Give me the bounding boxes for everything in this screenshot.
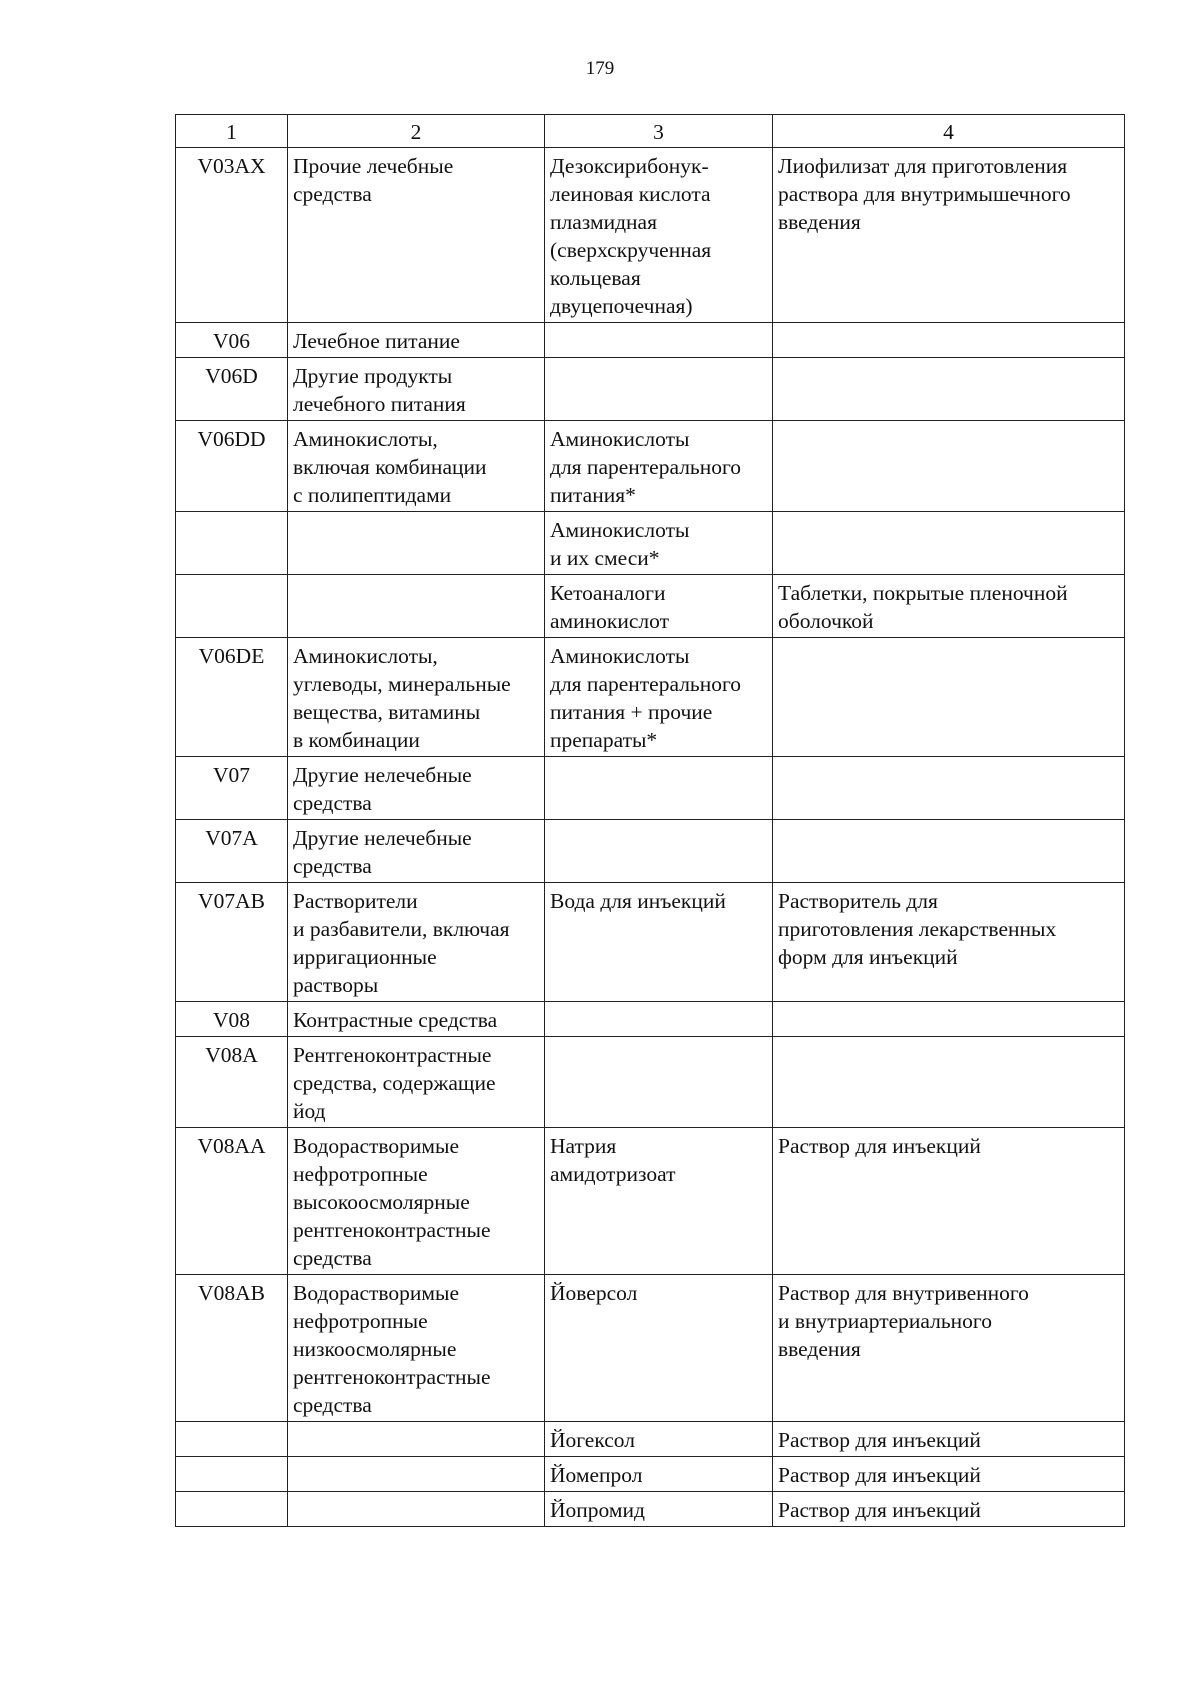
anatomic-group-cell: Другие продукты лечебного питания [288,358,545,421]
table-row [176,1002,1125,1037]
header-cell-4: 4 [773,115,1125,148]
atc-code-cell: V06 [176,323,288,358]
atc-code-cell: V07A [176,820,288,883]
dosage-form-cell: Таблетки, покрытые пленочной оболочкой [773,575,1125,638]
substance-cell: Натрия амидотризоат [545,1128,773,1275]
atc-code-cell [176,1492,288,1527]
table-row [176,757,1125,820]
table-row [176,575,1125,638]
anatomic-group-cell: Рентгеноконтрастные средства, содержащие йод [288,1037,545,1128]
atc-code-cell: V08AA [176,1128,288,1275]
substance-cell: Кетоаналоги аминокислот [545,575,773,638]
anatomic-group-cell [288,1422,545,1457]
substance-cell [545,1002,773,1037]
anatomic-group-cell: Водорастворимые нефротропные высокоосмолярные рентгеноконтрастные средства [288,1128,545,1275]
substance-cell: Аминокислоты для парентерального питания* [545,421,773,512]
substance-cell: Аминокислоты для парентерального питания + прочие препараты* [545,638,773,757]
dosage-form-cell [773,638,1125,757]
anatomic-group-cell [288,512,545,575]
dosage-form-cell [773,421,1125,512]
substance-cell [545,358,773,421]
anatomic-group-cell: Растворители и разбавители, включая ирригационные растворы [288,883,545,1002]
header-cell-1: 1 [176,115,288,148]
substance-cell: Аминокислоты и их смеси* [545,512,773,575]
substance-cell: Вода для инъекций [545,883,773,1002]
anatomic-group-cell: Другие нелечебные средства [288,820,545,883]
substance-cell: Дезоксирибонук- леиновая кислота плазмидная (сверхскрученная кольцевая двуцепочечная) [545,148,773,323]
table-header-row [176,115,1125,148]
substance-cell [545,1037,773,1128]
drug-table [175,114,1125,1527]
table-row [176,358,1125,421]
table-row [176,1037,1125,1128]
dosage-form-cell: Растворитель для приготовления лекарственных форм для инъекций [773,883,1125,1002]
anatomic-group-cell [288,575,545,638]
dosage-form-cell [773,820,1125,883]
substance-cell: Йогексол [545,1422,773,1457]
table-row [176,1492,1125,1527]
anatomic-group-cell: Прочие лечебные средства [288,148,545,323]
atc-code-cell: V07 [176,757,288,820]
substance-cell [545,820,773,883]
atc-code-cell: V06DE [176,638,288,757]
table-row [176,148,1125,323]
atc-code-cell: V08 [176,1002,288,1037]
anatomic-group-cell [288,1492,545,1527]
table-row [176,883,1125,1002]
table-row [176,512,1125,575]
substance-cell: Йомепрол [545,1457,773,1492]
dosage-form-cell: Раствор для инъекций [773,1492,1125,1527]
dosage-form-cell: Раствор для инъекций [773,1457,1125,1492]
atc-code-cell: V08AB [176,1275,288,1422]
anatomic-group-cell: Лечебное питание [288,323,545,358]
atc-code-cell: V07AB [176,883,288,1002]
table-row [176,638,1125,757]
table-row [176,1457,1125,1492]
anatomic-group-cell [288,1457,545,1492]
dosage-form-cell [773,323,1125,358]
atc-code-cell: V03AX [176,148,288,323]
atc-code-cell [176,1457,288,1492]
dosage-form-cell: Раствор для внутривенного и внутриартериального введения [773,1275,1125,1422]
atc-code-cell [176,512,288,575]
table-row [176,1422,1125,1457]
table-row [176,820,1125,883]
atc-code-cell [176,575,288,638]
dosage-form-cell [773,512,1125,575]
anatomic-group-cell: Аминокислоты, включая комбинации с полипептидами [288,421,545,512]
dosage-form-cell: Раствор для инъекций [773,1422,1125,1457]
dosage-form-cell: Раствор для инъекций [773,1128,1125,1275]
anatomic-group-cell: Водорастворимые нефротропные низкоосмолярные рентгеноконтрастные средства [288,1275,545,1422]
substance-cell: Йопромид [545,1492,773,1527]
table-row [176,323,1125,358]
dosage-form-cell [773,1002,1125,1037]
page-number: 179 [585,58,615,79]
substance-cell [545,757,773,820]
dosage-form-cell: Лиофилизат для приготовления раствора для внутримышечного введения [773,148,1125,323]
atc-code-cell: V08A [176,1037,288,1128]
header-cell-3: 3 [545,115,773,148]
substance-cell: Йоверсол [545,1275,773,1422]
anatomic-group-cell: Контрастные средства [288,1002,545,1037]
anatomic-group-cell: Другие нелечебные средства [288,757,545,820]
header-cell-2: 2 [288,115,545,148]
atc-code-cell: V06D [176,358,288,421]
table-row [176,1128,1125,1275]
dosage-form-cell [773,1037,1125,1128]
dosage-form-cell [773,757,1125,820]
anatomic-group-cell: Аминокислоты, углеводы, минеральные вещества, витамины в комбинации [288,638,545,757]
atc-code-cell: V06DD [176,421,288,512]
atc-code-cell [176,1422,288,1457]
substance-cell [545,323,773,358]
table-row [176,421,1125,512]
table-row [176,1275,1125,1422]
dosage-form-cell [773,358,1125,421]
